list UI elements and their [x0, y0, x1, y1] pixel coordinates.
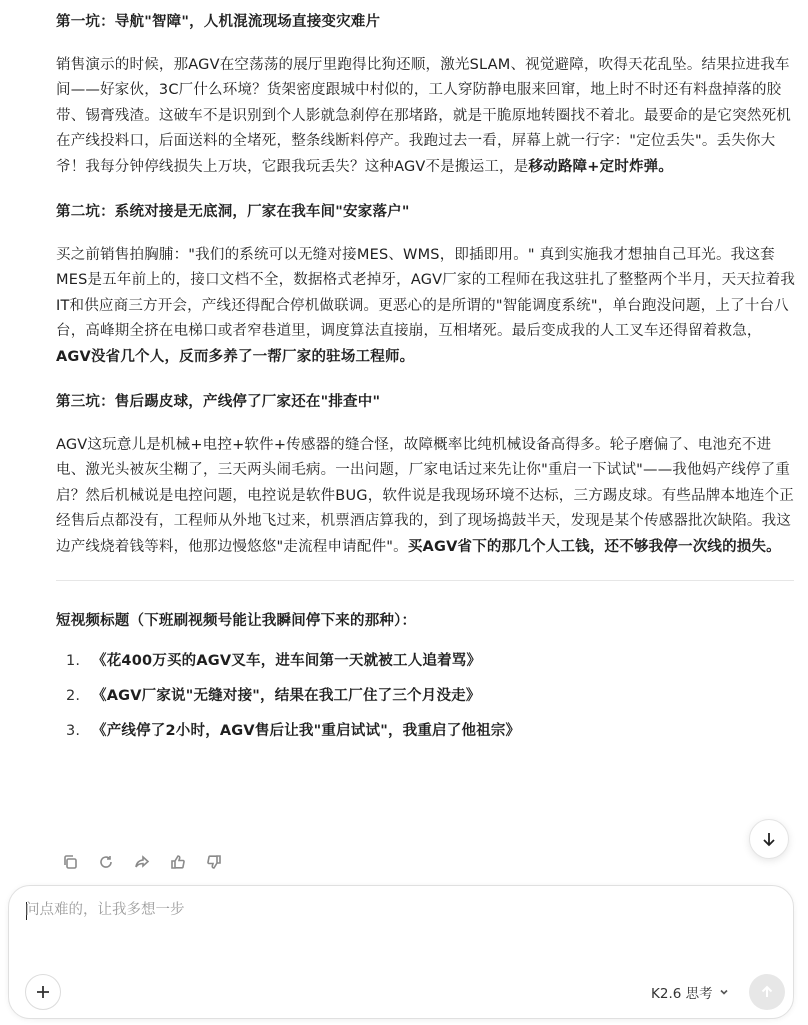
- thumbs-down-icon[interactable]: [206, 854, 224, 872]
- section-paragraph-1: [56, 53, 796, 181]
- plus-icon: [35, 984, 51, 1000]
- copy-icon[interactable]: [62, 854, 80, 872]
- arrow-up-icon: [759, 984, 775, 1000]
- paragraph-emphasis: AGV没省几个人，反而多养了一帮厂家的驻场工程师。: [56, 348, 415, 365]
- list-number: 3.: [66, 722, 81, 739]
- paragraph-emphasis: 移动路障+定时炸弹。: [528, 158, 674, 175]
- list-text: 《产线停了2小时，AGV售后让我"重启试试"，我重启了他祖宗》: [92, 722, 521, 739]
- paragraph-emphasis: 买AGV省下的那几个人工钱，还不够我停一次线的损失。: [407, 538, 781, 555]
- composer: [8, 885, 794, 1019]
- section-paragraph-2: [56, 243, 796, 371]
- regenerate-icon[interactable]: [98, 854, 116, 872]
- send-button[interactable]: [749, 974, 785, 1010]
- list-item: [66, 719, 796, 745]
- arrow-down-icon: [760, 830, 778, 848]
- section-paragraph-3: [56, 433, 796, 561]
- video-title-list: [56, 649, 796, 745]
- message-actions: [62, 854, 224, 872]
- paragraph-text: 买之前销售拍胸脯："我们的系统可以无缝对接MES、WMS，即插即用。" 真到实施我才想抽自己耳光。我这套MES是五年前上的，接口文档不全，数据格式老掉牙，AGV厂家的工程师在我这驻扎了整整两个半月，天天拉着我IT和供应商三方开会，产线还得配合停机做联调。更恶心的是所谓的"智能调度系统"，单台跑没问题，上了十台八台，高峰期全挤在电梯口或者窄巷道里，调度算法直接崩，互相堵死。最后变成我的人工叉车还得留着救急，: [56, 246, 796, 339]
- paragraph-text: AGV这玩意儿是机械+电控+软件+传感器的缝合怪，故障概率比纯机械设备高得多。轮子磨偏了、电池充不进电、激光头被灰尘糊了，三天两头闹毛病。一出问题，厂家电话过来先让你"重启一下试试"——我他妈产线停了重启？然后机械说是电控问题，电控说是软件BUG，软件说是我现场环境不达标，三方踢皮球。有些品牌本地连个正经售后点都没有，工程师从外地飞过来，机票酒店算我的，到了现场捣鼓半天，发现是某个传感器批次缺陷。我这边产线烧着钱等料，他那边慢悠悠"走流程申请配件"。: [56, 436, 794, 555]
- thumbs-up-icon[interactable]: [170, 854, 188, 872]
- paragraph-text: 销售演示的时候，那AGV在空荡荡的展厅里跑得比狗还顺，激光SLAM、视觉避障，吹得天花乱坠。结果拉进我车间——好家伙，3C厂什么环境？货架密度跟城中村似的，工人穿防静电服来回窜，地上时不时还有料盘掉落的胶带、锡膏残渣。这破车不是识别到个人影就急刹停在那堵路，就是干脆原地转圈找不着北。最要命的是它突然死机在产线投料口，后面送料的全堵死，整条线断料停产。我跑过去一看，屏幕上就一行字："定位丢失"。丢失你大爷！我每分钟停线损失上万块，它跟我玩丢失？这种AGV不是搬运工，是: [56, 56, 791, 175]
- list-text: 《花400万买的AGV叉车，进车间第一天就被工人追着骂》: [92, 652, 482, 669]
- model-selector[interactable]: [651, 982, 729, 1002]
- list-number: 2.: [66, 687, 81, 704]
- attach-button[interactable]: [25, 974, 61, 1010]
- section-title-3: 第三坑：售后踢皮球，产线停了厂家还在"排查中": [56, 394, 381, 410]
- list-item: [66, 684, 796, 710]
- scroll-down-button[interactable]: [749, 819, 789, 859]
- model-label: K2.6 思考: [651, 986, 713, 1002]
- assistant-message: [56, 10, 796, 754]
- share-icon[interactable]: [134, 854, 152, 872]
- section-title-1: 第一坑：导航"智障"，人机混流现场直接变灾难片: [56, 14, 381, 30]
- section-title-2: 第二坑：系统对接是无底洞，厂家在我车间"安家落户": [56, 204, 410, 220]
- divider: [56, 580, 794, 581]
- list-text: 《AGV厂家说"无缝对接"，结果在我工厂住了三个月没走》: [92, 687, 481, 704]
- chat-input[interactable]: [25, 898, 765, 958]
- list-number: 1.: [66, 652, 81, 669]
- list-item: [66, 649, 796, 675]
- chevron-down-icon: [719, 987, 729, 997]
- video-list-title: 短视频标题（下班刷视频号能让我瞬间停下来的那种）：: [56, 613, 417, 629]
